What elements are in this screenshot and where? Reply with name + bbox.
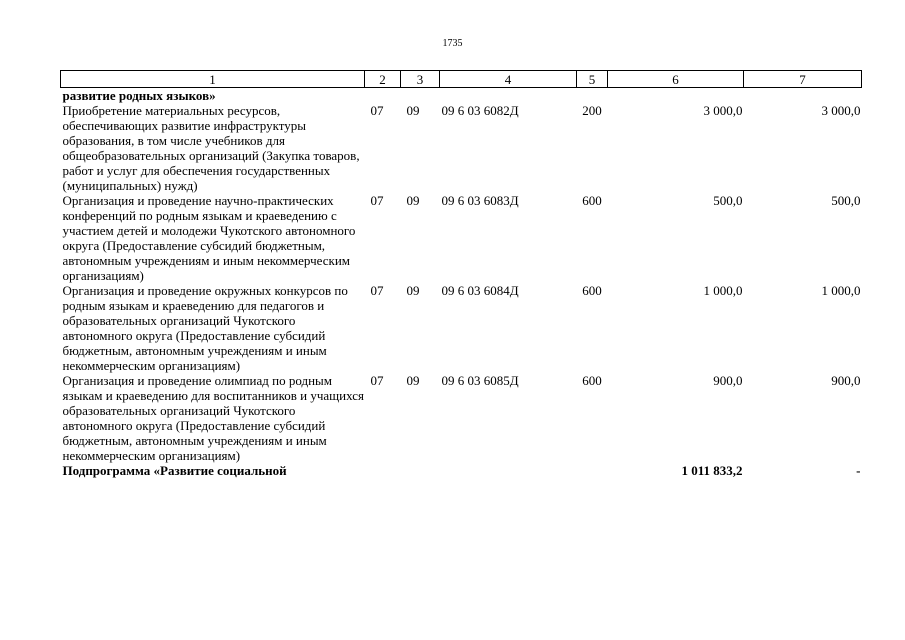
row-target-article: 09 6 03 6083Д — [441, 193, 519, 208]
row-description: развитие родных языков» — [62, 88, 216, 103]
row-section — [365, 463, 401, 478]
column-header-6: 6 — [608, 71, 744, 88]
row-description: Организация и проведение окружных конкурсов по родным языкам и краеведению для педагогов и образовательных организаций Чукотского автономного округа (Предоставление субсидий бюджетным, автономным учреждениям и иным некоммерческим организациям) — [62, 283, 348, 373]
row-subsection: 09 — [406, 373, 420, 388]
row-amount-col6: 900,0 — [713, 373, 743, 388]
table-row — [61, 103, 862, 193]
page-number: 1735 — [442, 38, 463, 49]
row-expense-type — [577, 88, 608, 104]
budget-table — [60, 70, 862, 478]
row-expense-type: 600 — [582, 193, 602, 208]
row-amount-col7: 3 000,0 — [821, 103, 861, 118]
row-amount-col7: - — [856, 463, 861, 478]
row-expense-type: 600 — [582, 283, 602, 298]
row-subsection — [401, 88, 440, 104]
table-row — [61, 88, 862, 104]
row-target-article — [440, 463, 577, 478]
row-amount-col6: 3 000,0 — [703, 103, 743, 118]
row-expense-type — [577, 463, 608, 478]
row-subsection: 09 — [406, 103, 420, 118]
row-target-article — [440, 88, 577, 104]
table-row — [61, 283, 862, 373]
row-target-article: 09 6 03 6085Д — [441, 373, 519, 388]
row-description: Организация и проведение олимпиад по родным языкам и краеведению для воспитанников и учащихся образовательных организаций Чукотского автономного округа (Предоставление субсидий бюджетным, автономным учреждениям и иным некоммерческим организациям) — [62, 373, 364, 463]
row-expense-type: 200 — [582, 103, 602, 118]
row-amount-col7 — [744, 88, 862, 104]
row-description: Подпрограмма «Развитие социальной — [62, 463, 287, 478]
column-header-1: 1 — [61, 71, 365, 88]
column-header-2: 2 — [365, 71, 401, 88]
column-number-header — [61, 71, 862, 88]
row-description: Организация и проведение научно-практических конференций по родным языкам и краеведению с участием детей и молодежи Чукотского автономного округа (Предоставление субсидий бюджетным, автономным учреждениям и иным некоммерческим организациям) — [62, 193, 356, 283]
row-amount-col7: 900,0 — [831, 373, 861, 388]
row-amount-col6: 1 000,0 — [703, 283, 743, 298]
row-description: Приобретение материальных ресурсов, обеспечивающих развитие инфраструктуры образования, в том числе учебников для общеобразовательных организаций (Закупка товаров, работ и услуг для обеспечения государственных (муниципальных) нужд) — [62, 103, 360, 193]
row-subsection: 09 — [406, 193, 420, 208]
row-expense-type: 600 — [582, 373, 602, 388]
row-section: 07 — [370, 283, 384, 298]
row-target-article: 09 6 03 6082Д — [441, 103, 519, 118]
column-header-5: 5 — [577, 71, 608, 88]
column-header-3: 3 — [401, 71, 440, 88]
column-header-4: 4 — [440, 71, 577, 88]
row-amount-col6: 500,0 — [713, 193, 743, 208]
row-section: 07 — [370, 193, 384, 208]
table-row — [61, 373, 862, 463]
table-row — [61, 463, 862, 478]
row-target-article: 09 6 03 6084Д — [441, 283, 519, 298]
row-amount-col7: 500,0 — [831, 193, 861, 208]
column-header-7: 7 — [744, 71, 862, 88]
row-amount-col6 — [608, 88, 744, 104]
row-section — [365, 88, 401, 104]
row-subsection: 09 — [406, 283, 420, 298]
row-amount-col7: 1 000,0 — [821, 283, 861, 298]
table-row — [61, 193, 862, 283]
row-subsection — [401, 463, 440, 478]
row-section: 07 — [370, 373, 384, 388]
row-amount-col6: 1 011 833,2 — [681, 463, 743, 478]
row-section: 07 — [370, 103, 384, 118]
